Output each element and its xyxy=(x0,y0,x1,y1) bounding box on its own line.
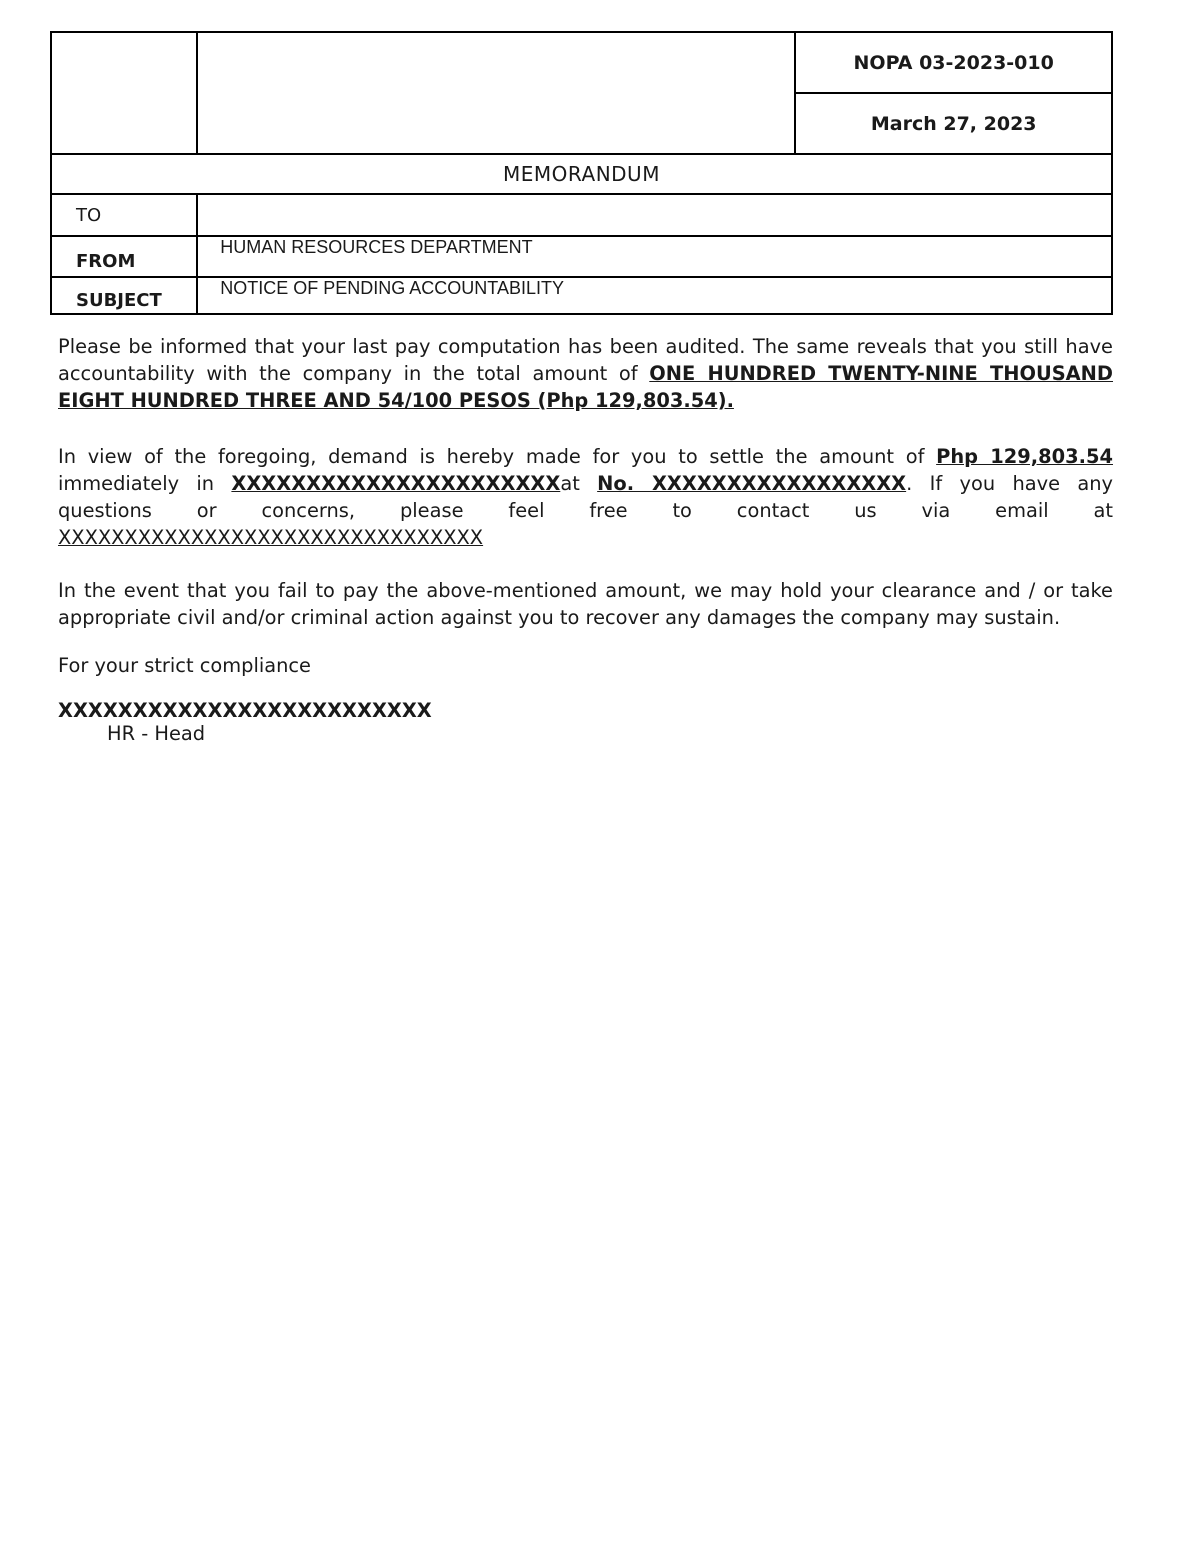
demand-text-3: at xyxy=(560,472,598,495)
demand-text-4: . If you have any questions or concerns, please feel free to contact us via email at xyxy=(58,472,1113,522)
paragraph-audit xyxy=(58,333,1113,414)
memo-title: MEMORANDUM xyxy=(51,154,1112,194)
total-amount-words: ONE HUNDRED TWENTY-NINE THOUSAND EIGHT HUNDRED THREE AND 54/100 PESOS (Php 129,803.54). xyxy=(58,362,1113,412)
memo-header-table xyxy=(50,31,1113,315)
from-label: FROM xyxy=(51,236,197,277)
memo-date: March 27, 2023 xyxy=(795,93,1112,154)
to-value xyxy=(197,194,1112,236)
demand-text-2: immediately in xyxy=(58,472,232,495)
subject-label: SUBJECT xyxy=(51,277,197,314)
demand-amount: Php 129,803.54 xyxy=(936,445,1113,468)
reference-number: NOPA 03-2023-010 xyxy=(795,32,1112,93)
subject-value: NOTICE OF PENDING ACCOUNTABILITY xyxy=(197,277,1112,314)
paragraph-consequence: In the event that you fail to pay the above-mentioned amount, we may hold your clearance and / or take appropriate civil and/or criminal action against you to recover any damages the company may sustain. xyxy=(58,579,1113,629)
contact-email[interactable]: XXXXXXXXXXXXXXXXXXXXXXXXXXXXXXXX xyxy=(58,526,484,549)
signatory-title: HR - Head xyxy=(107,722,206,745)
signature-block xyxy=(58,698,1113,745)
demand-text-1: In view of the foregoing, demand is hereby made for you to settle the amount of xyxy=(58,445,937,468)
paragraph-audit-text: Please be informed that your last pay computation has been audited. The same reveals that you still have accountability with the company in the total amount of xyxy=(58,335,1113,385)
to-label: TO xyxy=(51,194,197,236)
company-cell xyxy=(197,32,795,154)
paragraph-demand xyxy=(58,443,1113,551)
from-value: HUMAN RESOURCES DEPARTMENT xyxy=(197,236,1112,277)
account-number: No. XXXXXXXXXXXXXXXXX xyxy=(597,472,907,495)
paragraph-compliance: For your strict compliance xyxy=(58,654,311,677)
bank-name: XXXXXXXXXXXXXXXXXXXXXX xyxy=(231,472,561,495)
logo-cell xyxy=(51,32,197,154)
signatory-name: XXXXXXXXXXXXXXXXXXXXXXXXX xyxy=(58,699,432,722)
